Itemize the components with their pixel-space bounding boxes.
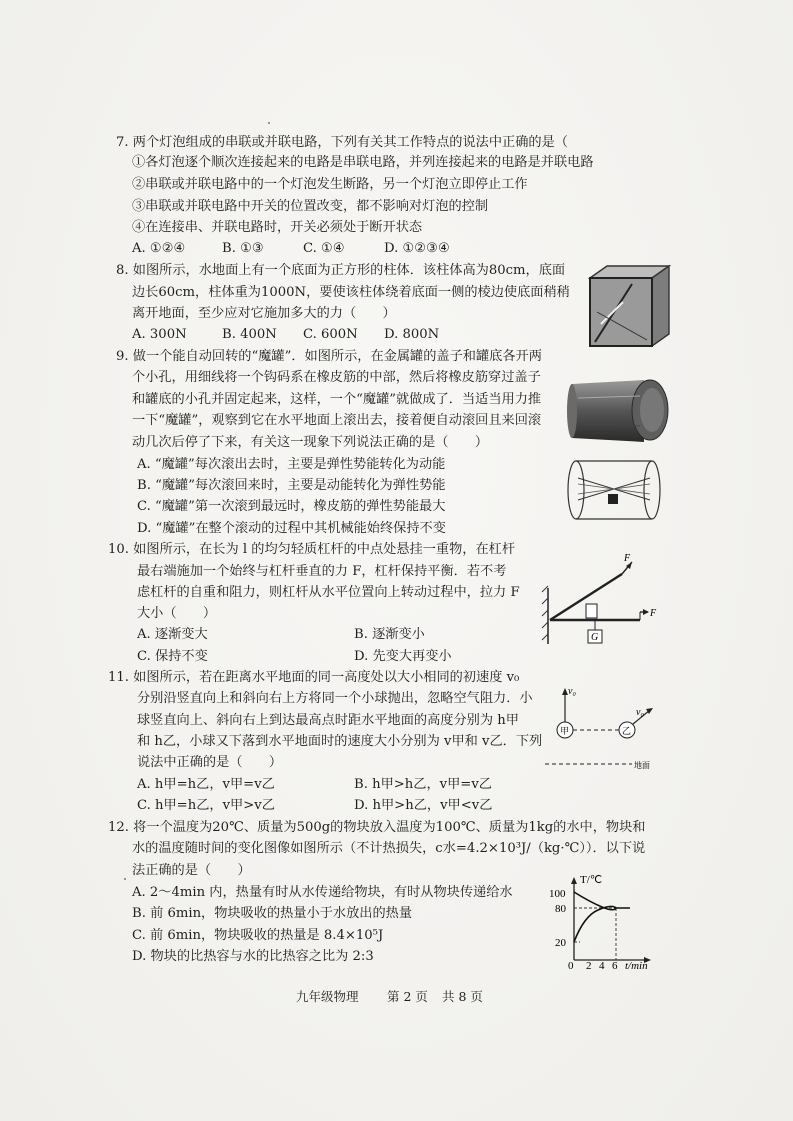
lever-figure	[540, 552, 662, 644]
q9-option-b: B. “魔罐”每次滚回来时，主要是动能转化为弹性势能	[137, 478, 446, 493]
q10-line: 10. 如图所示，在长为 l 的均匀轻质杠杆的中点处悬挂一重物，在杠杆	[108, 542, 516, 557]
chart-ytick-100: 100	[549, 888, 566, 900]
chart-ylabel: T/℃	[580, 874, 603, 886]
q11-line: 11. 如图所示，若在距离水平地面的同一高度处以大小相同的初速度 v₀	[108, 670, 520, 685]
projectile-figure	[540, 680, 665, 772]
q8-line: 8. 如图所示，水地面上有一个底面为正方形的柱体．该柱体高为80cm，底面	[116, 263, 566, 278]
lever-weight-label: G	[591, 632, 599, 643]
q12-line: 水的温度随时间的变化图像如图所示（不计热损失，c水=4.2×10³J/（kg·℃））．以下说	[132, 841, 646, 856]
q7-option-a: A. ①②④	[132, 241, 186, 256]
q11-line: 和 h乙，小球又下落到水平地面时的速度大小分别为 v甲和 v乙．下列	[137, 734, 543, 749]
q9-line: 个小孔，用细线将一个钩码系在橡皮筋的中部，然后将橡皮筋穿过盖子	[132, 370, 541, 385]
cuboid-figure	[587, 262, 673, 350]
q9-option-a: A. “魔罐”每次滚出去时，主要是弹性势能转化为动能	[137, 457, 446, 472]
q9-option-d: D. “魔罐”在整个滚动的过程中其机械能始终保持不变	[137, 521, 446, 536]
q10-line: 虑杠杆的自重和阻力，则杠杆从水平位置向上转动过程中，拉力 F	[137, 585, 520, 600]
q12-line: 法正确的是（ ）	[132, 863, 251, 878]
scan-speck	[268, 122, 270, 124]
chart-xlabel: t/min	[625, 960, 648, 970]
ball-jia-label: 甲	[560, 727, 570, 737]
q11-option-d: D. h甲>h乙，v甲<v乙	[354, 798, 493, 813]
chart-xtick-4: 4	[599, 960, 605, 970]
q8-option-b: B. 400N	[222, 327, 277, 342]
chart-ytick-20: 20	[555, 937, 566, 949]
ground-label: 地面	[634, 761, 650, 770]
q9-line: 动几次后停了下来，有关这一现象下列说法正确的是（ ）	[132, 435, 489, 450]
q7-item: ①各灯泡逐个顺次连接起来的电路是串联电路，并列连接起来的电路是并联电路	[132, 155, 594, 170]
footer-subject: 九年级物理	[296, 989, 359, 1004]
magic-can-diagram	[566, 456, 664, 524]
q10-option-c: C. 保持不变	[137, 649, 208, 664]
lever-force-label: F	[624, 553, 631, 564]
v0-label: v₀	[636, 707, 644, 718]
q8-option-c: C. 600N	[303, 327, 358, 342]
chart-xtick-2: 2	[586, 960, 592, 970]
q12-option-c: C. 前 6min，物块吸收的热量是 8.4×10⁵J	[132, 928, 384, 943]
q11-option-a: A. h甲=h乙，v甲=v乙	[137, 777, 275, 792]
v0-label: v₀	[568, 686, 576, 697]
q7-option-d: D. ①②③④	[384, 241, 450, 256]
q7-option-c: C. ①④	[303, 241, 345, 256]
q11-option-b: B. h甲>h乙，v甲=v乙	[354, 777, 492, 792]
footer-page: 第 2 页	[387, 989, 428, 1004]
chart-ytick-80: 80	[555, 903, 566, 915]
temperature-time-graph	[546, 872, 658, 970]
q12-option-b: B. 前 6min，物块吸收的热量小于水放出的热量	[132, 906, 413, 921]
magic-can-photo	[566, 376, 674, 448]
q9-option-c: C. “魔罐”第一次滚到最远时，橡皮筋的弹性势能最大	[137, 499, 446, 514]
q11-line: 分别沿竖直向上和斜向右上方将同一个小球抛出，忽略空气阻力．小	[137, 691, 533, 706]
q10-option-b: B. 逐渐变小	[354, 627, 425, 642]
q12-line: 12. 将一个温度为20℃、质量为500g的物块放入温度为100℃、质量为1kg的水中，物块和	[108, 820, 646, 835]
chart-xtick-6: 6	[612, 960, 618, 970]
q12-option-a: A. 2～4min 内，热量有时从水传递给物块，有时从物块传递给水	[132, 885, 513, 900]
q10-line: 大小（ ）	[137, 606, 217, 621]
q8-option-a: A. 300N	[132, 327, 187, 342]
q10-line: 最右端施加一个始终与杠杆垂直的力 F，杠杆保持平衡．若不考	[137, 564, 507, 579]
q9-line: 9. 做一个能自动回转的“魔罐”．如图所示，在金属罐的盖子和罐底各开两	[116, 349, 542, 364]
q8-line: 离开地面，至少应对它施加多大的力（ ）	[132, 306, 396, 321]
q11-line: 球竖直向上、斜向右上到达最高点时距水平地面的高度分别为 h甲	[137, 713, 519, 728]
q8-option-d: D. 800N	[384, 327, 440, 342]
q8-line: 边长60cm，柱体重为1000N，要使该柱体绕着底面一侧的棱边使底面稍稍	[132, 285, 570, 300]
q7-stem: 7. 两个灯泡组成的串联或并联电路，下列有关其工作特点的说法中正确的是（	[116, 135, 568, 150]
chart-xtick-0: 0	[568, 960, 574, 970]
q11-option-c: C. h甲=h乙，v甲>v乙	[137, 798, 275, 813]
q7-item: ④在连接串、并联电路时，开关必须处于断开状态	[132, 220, 423, 235]
q9-line: 一下“魔罐”，观察到它在水平地面上滚出去，接着便自动滚回且来回滚	[132, 413, 542, 428]
q7-option-b: B. ①③	[222, 241, 264, 256]
footer-total: 共 8 页	[442, 989, 483, 1004]
q7-item: ③串联或并联电路中开关的位置改变，都不影响对灯泡的控制	[132, 199, 489, 214]
q10-option-d: D. 先变大再变小	[354, 649, 452, 664]
q10-option-a: A. 逐渐变大	[137, 627, 208, 642]
q7-item: ②串联或并联电路中的一个灯泡发生断路，另一个灯泡立即停止工作	[132, 177, 528, 192]
q12-option-d: D. 物块的比热容与水的比热容之比为 2:3	[132, 949, 374, 964]
q9-line: 和罐底的小孔并固定起来，这样，一个“魔罐”就做成了．当适当用力推	[132, 392, 542, 407]
ball-yi-label: 乙	[622, 727, 632, 737]
q11-line: 说法中正确的是（ ）	[137, 755, 283, 770]
scan-speck	[124, 878, 126, 880]
lever-force-label: F	[650, 608, 657, 619]
